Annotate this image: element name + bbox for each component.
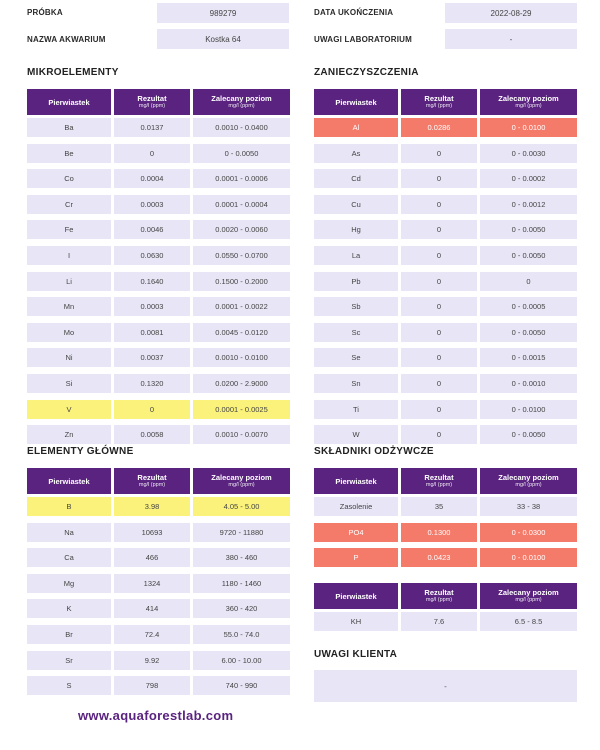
table-row (314, 348, 577, 367)
cell-recommended: 380 - 460 (193, 548, 290, 567)
cell-element: Sn (314, 374, 398, 393)
probka-value: 989279 (157, 3, 289, 23)
cell-recommended: 0 - 0.0100 (480, 400, 577, 419)
table-header-row (314, 89, 577, 115)
header-element (314, 89, 398, 115)
table-header-row (314, 583, 577, 609)
header-recommended (193, 89, 290, 115)
elementy-glowne-table (27, 468, 290, 702)
header-result-unit: mg/l (ppm) (138, 103, 166, 109)
cell-element: Li (27, 272, 111, 291)
cell-element: Cr (27, 195, 111, 214)
lab-notes-value: - (445, 29, 577, 49)
cell-recommended: 0 - 0.0050 (480, 323, 577, 342)
header-recommended-label: Zalecany poziom (498, 588, 559, 597)
cell-recommended: 9720 - 11880 (193, 523, 290, 542)
header-recommended (480, 468, 577, 494)
cell-recommended: 0.0001 - 0.0006 (193, 169, 290, 188)
cell-element: V (27, 400, 111, 419)
cell-recommended: 0 - 0.0050 (480, 246, 577, 265)
table-row (27, 169, 290, 188)
cell-recommended: 6.5 - 8.5 (480, 612, 577, 631)
website-link[interactable]: www.aquaforestlab.com (78, 708, 234, 723)
mikroelementy-table (27, 89, 290, 451)
cell-result: 414 (114, 599, 190, 618)
cell-recommended: 0.0001 - 0.0022 (193, 297, 290, 316)
cell-recommended: 0.0550 - 0.0700 (193, 246, 290, 265)
cell-element: S (27, 676, 111, 695)
cell-element: Al (314, 118, 398, 137)
table-row (27, 548, 290, 567)
header-element-label: Pierwiastek (335, 476, 377, 486)
table-row (27, 651, 290, 670)
cell-element: PO4 (314, 523, 398, 542)
header-result-label: Rezultat (137, 94, 167, 103)
skladniki-table (314, 468, 577, 574)
aquarium-value: Kostka 64 (157, 29, 289, 49)
header-recommended-label: Zalecany poziom (211, 473, 272, 482)
cell-result: 0.1320 (114, 374, 190, 393)
cell-recommended: 0.0001 - 0.0025 (193, 400, 290, 419)
zanieczyszczenia-table (314, 89, 577, 451)
cell-recommended: 0 - 0.0300 (480, 523, 577, 542)
cell-recommended: 0 - 0.0010 (480, 374, 577, 393)
cell-result: 0 (401, 348, 477, 367)
cell-recommended: 0.0010 - 0.0070 (193, 425, 290, 444)
cell-result: 0.1300 (401, 523, 477, 542)
header-element (27, 89, 111, 115)
table-row (314, 297, 577, 316)
cell-recommended: 740 - 990 (193, 676, 290, 695)
cell-result: 0.1640 (114, 272, 190, 291)
cell-element: Ni (27, 348, 111, 367)
table-row (314, 220, 577, 239)
cell-result: 466 (114, 548, 190, 567)
cell-recommended: 4.05 - 5.00 (193, 497, 290, 516)
cell-recommended: 0.1500 - 0.2000 (193, 272, 290, 291)
table-row (27, 400, 290, 419)
header-element (314, 583, 398, 609)
cell-element: Mg (27, 574, 111, 593)
cell-recommended: 0.0001 - 0.0004 (193, 195, 290, 214)
header-recommended-label: Zalecany poziom (211, 94, 272, 103)
cell-recommended: 0 (480, 272, 577, 291)
table-row (27, 195, 290, 214)
header-result-unit: mg/l (ppm) (138, 482, 166, 488)
table-row (27, 272, 290, 291)
table-row (314, 195, 577, 214)
cell-element: Si (27, 374, 111, 393)
header-recommended (193, 468, 290, 494)
header-result-unit: mg/l (ppm) (425, 482, 453, 488)
header-recommended (480, 89, 577, 115)
client-notes-box: - (314, 670, 577, 702)
cell-result: 0 (401, 425, 477, 444)
cell-recommended: 0 - 0.0050 (193, 144, 290, 163)
cell-result: 0.0630 (114, 246, 190, 265)
cell-result: 0.0004 (114, 169, 190, 188)
cell-element: Sb (314, 297, 398, 316)
probka-label: PRÓBKA (27, 8, 63, 17)
cell-recommended: 0 - 0.0100 (480, 118, 577, 137)
cell-recommended: 1180 - 1460 (193, 574, 290, 593)
cell-element: Ba (27, 118, 111, 137)
cell-recommended: 0 - 0.0050 (480, 220, 577, 239)
cell-result: 0 (401, 246, 477, 265)
table-row (314, 548, 577, 567)
table-row (314, 612, 577, 631)
cell-result: 9.92 (114, 651, 190, 670)
cell-element: Sc (314, 323, 398, 342)
cell-recommended: 0.0010 - 0.0400 (193, 118, 290, 137)
header-recommended-unit: mg/l (ppm) (515, 103, 542, 109)
header-recommended-unit: mg/l (ppm) (228, 103, 255, 109)
date-label: DATA UKOŃCZENIA (314, 8, 394, 17)
cell-result: 10693 (114, 523, 190, 542)
header-recommended (480, 583, 577, 609)
mikroelementy-title: MIKROELEMENTY (27, 67, 119, 78)
cell-result: 0 (401, 272, 477, 291)
kh-table (314, 583, 577, 638)
cell-element: Na (27, 523, 111, 542)
header-element-label: Pierwiastek (335, 591, 377, 601)
cell-result: 72.4 (114, 625, 190, 644)
cell-element: Hg (314, 220, 398, 239)
table-row (27, 425, 290, 444)
table-row (314, 374, 577, 393)
table-row (27, 599, 290, 618)
cell-result: 0 (401, 169, 477, 188)
table-header-row (314, 468, 577, 494)
cell-recommended: 0.0020 - 0.0060 (193, 220, 290, 239)
table-header-row (27, 468, 290, 494)
cell-element: Co (27, 169, 111, 188)
cell-element: As (314, 144, 398, 163)
cell-result: 0.0046 (114, 220, 190, 239)
table-header-row (27, 89, 290, 115)
table-row (27, 625, 290, 644)
cell-result: 0 (401, 400, 477, 419)
header-recommended-label: Zalecany poziom (498, 94, 559, 103)
cell-recommended: 0 - 0.0030 (480, 144, 577, 163)
table-row (27, 323, 290, 342)
cell-element: P (314, 548, 398, 567)
cell-result: 0 (401, 195, 477, 214)
cell-recommended: 0.0045 - 0.0120 (193, 323, 290, 342)
cell-result: 0 (401, 323, 477, 342)
header-result (401, 583, 477, 609)
cell-recommended: 55.0 - 74.0 (193, 625, 290, 644)
cell-result: 798 (114, 676, 190, 695)
cell-result: 0 (401, 297, 477, 316)
cell-element: K (27, 599, 111, 618)
table-row (314, 497, 577, 516)
table-row (27, 118, 290, 137)
table-row (27, 220, 290, 239)
cell-element: Ti (314, 400, 398, 419)
lab-notes-label: UWAGI LABORATORIUM (314, 35, 412, 44)
cell-element: Cu (314, 195, 398, 214)
header-result (401, 89, 477, 115)
cell-result: 0.0423 (401, 548, 477, 567)
table-row (27, 246, 290, 265)
header-result-label: Rezultat (424, 588, 454, 597)
table-row (314, 169, 577, 188)
cell-result: 0 (114, 400, 190, 419)
cell-recommended: 0 - 0.0002 (480, 169, 577, 188)
cell-element: Pb (314, 272, 398, 291)
header-element-label: Pierwiastek (335, 97, 377, 107)
header-result-label: Rezultat (137, 473, 167, 482)
table-row (27, 144, 290, 163)
cell-element: La (314, 246, 398, 265)
skladniki-title: SKŁADNIKI ODŻYWCZE (314, 446, 434, 457)
cell-element: Zasolenie (314, 497, 398, 516)
table-row (314, 246, 577, 265)
cell-element: Se (314, 348, 398, 367)
cell-result: 0.0286 (401, 118, 477, 137)
table-row (27, 348, 290, 367)
cell-result: 3.98 (114, 497, 190, 516)
cell-element: Br (27, 625, 111, 644)
cell-recommended: 360 - 420 (193, 599, 290, 618)
header-result (401, 468, 477, 494)
table-row (27, 676, 290, 695)
cell-element: Mo (27, 323, 111, 342)
cell-result: 0 (401, 220, 477, 239)
header-recommended-unit: mg/l (ppm) (515, 482, 542, 488)
header-element (314, 468, 398, 494)
cell-result: 0.0081 (114, 323, 190, 342)
table-row (314, 323, 577, 342)
cell-result: 0 (401, 374, 477, 393)
table-row (314, 272, 577, 291)
cell-result: 35 (401, 497, 477, 516)
header-result-unit: mg/l (ppm) (425, 103, 453, 109)
cell-element: Mn (27, 297, 111, 316)
header-recommended-label: Zalecany poziom (498, 473, 559, 482)
table-row (314, 425, 577, 444)
cell-recommended: 33 - 38 (480, 497, 577, 516)
cell-result: 0.0003 (114, 195, 190, 214)
cell-element: I (27, 246, 111, 265)
table-row (27, 497, 290, 516)
cell-result: 0 (401, 144, 477, 163)
table-row (314, 400, 577, 419)
cell-element: Zn (27, 425, 111, 444)
cell-element: Ca (27, 548, 111, 567)
table-row (314, 144, 577, 163)
cell-element: Cd (314, 169, 398, 188)
aquarium-label: NAZWA AKWARIUM (27, 35, 106, 44)
cell-recommended: 0 - 0.0050 (480, 425, 577, 444)
header-result (114, 89, 190, 115)
date-value: 2022-08-29 (445, 3, 577, 23)
cell-recommended: 0.0200 - 2.9000 (193, 374, 290, 393)
cell-element: Fe (27, 220, 111, 239)
cell-recommended: 0 - 0.0005 (480, 297, 577, 316)
client-notes-title: UWAGI KLIENTA (314, 649, 398, 660)
zanieczyszczenia-title: ZANIECZYSZCZENIA (314, 67, 419, 78)
header-element (27, 468, 111, 494)
header-recommended-unit: mg/l (ppm) (515, 597, 542, 603)
table-row (27, 574, 290, 593)
cell-recommended: 0 - 0.0012 (480, 195, 577, 214)
table-row (314, 118, 577, 137)
table-row (27, 523, 290, 542)
cell-result: 0.0003 (114, 297, 190, 316)
cell-recommended: 0 - 0.0015 (480, 348, 577, 367)
cell-result: 0.0037 (114, 348, 190, 367)
cell-element: B (27, 497, 111, 516)
cell-element: W (314, 425, 398, 444)
header-element-label: Pierwiastek (48, 97, 90, 107)
cell-result: 1324 (114, 574, 190, 593)
cell-recommended: 0.0010 - 0.0100 (193, 348, 290, 367)
header-element-label: Pierwiastek (48, 476, 90, 486)
cell-result: 0.0137 (114, 118, 190, 137)
cell-result: 0.0058 (114, 425, 190, 444)
table-row (27, 374, 290, 393)
header-result-label: Rezultat (424, 473, 454, 482)
cell-element: KH (314, 612, 398, 631)
cell-element: Be (27, 144, 111, 163)
elementy-glowne-title: ELEMENTY GŁÓWNE (27, 446, 134, 457)
header-result-label: Rezultat (424, 94, 454, 103)
cell-result: 0 (114, 144, 190, 163)
header-result-unit: mg/l (ppm) (425, 597, 453, 603)
cell-result: 7.6 (401, 612, 477, 631)
table-row (27, 297, 290, 316)
cell-element: Sr (27, 651, 111, 670)
cell-recommended: 0 - 0.0100 (480, 548, 577, 567)
table-row (314, 523, 577, 542)
header-result (114, 468, 190, 494)
header-recommended-unit: mg/l (ppm) (228, 482, 255, 488)
cell-recommended: 6.00 - 10.00 (193, 651, 290, 670)
